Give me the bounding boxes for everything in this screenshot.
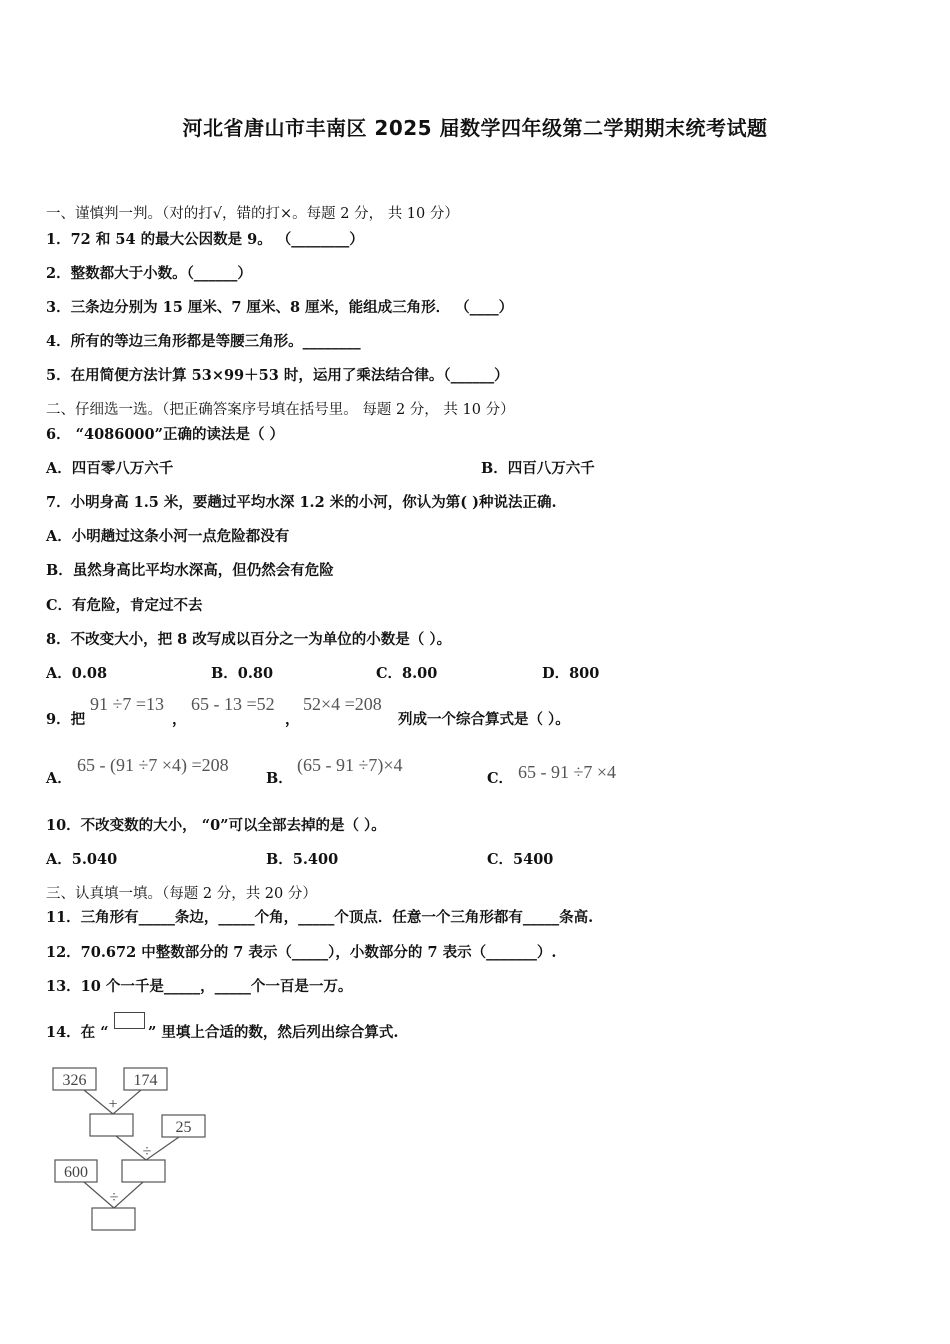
question-14-suffix: ” 里填上合适的数，然后列出综合算式. [148, 1024, 399, 1041]
question-6-option-a: A．四百零八万六千 [46, 460, 174, 477]
question-9-option-a-expression: 65 - (91 ÷7 ×4) =208 [77, 755, 229, 775]
question-8-option-d: D．800 [542, 665, 600, 682]
question-8-option-c: C．8.00 [376, 665, 438, 682]
question-9-suffix: 列成一个综合算式是（ ）。 [398, 711, 570, 728]
question-7-option-b: B．虽然身高比平均水深高，但仍然会有危险 [46, 562, 334, 579]
question-9-option-b-label: B． [266, 770, 293, 787]
section1-heading: 一、谨慎判一判。（对的打√，错的打×。每题 2 分， 共 10 分） [46, 206, 459, 222]
question-9-expression-1: 91 ÷7 =13 [90, 694, 165, 714]
question-11: 11．三角形有_____条边，_____个角，_____个顶点．任意一个三角形都有_____条高. [46, 909, 594, 926]
question-2: 2．整数都大于小数。（______） [46, 265, 252, 282]
question-8-option-b: B．0.80 [211, 665, 274, 682]
question-1: 1．72 和 54 的最大公因数是 9。 （________） [46, 231, 364, 248]
question-10: 10．不改变数的大小， “0”可以全部去掉的是（ ）。 [46, 817, 386, 834]
question-5: 5．在用简便方法计算 53×99＋53 时，运用了乘法结合律。（______） [46, 367, 509, 384]
question-9-option-c-expression: 65 - 91 ÷7 ×4 [518, 762, 617, 782]
number-label-600: 600 [64, 1164, 88, 1181]
question-9-separator-2: ， [285, 711, 300, 728]
question-10-option-b: B．5.400 [266, 851, 339, 868]
question-10-option-c: C．5400 [487, 851, 554, 868]
question-9-option-c-label: C． [487, 770, 514, 787]
page-title: 河北省唐山市丰南区 2025 届数学四年级第二学期期末统考试题 [182, 116, 768, 140]
question-6-option-b: B．四百八万六千 [481, 460, 595, 477]
question-8: 8．不改变大小，把 8 改写成以百分之一为单位的小数是（ ）。 [46, 631, 452, 648]
plus-operator: + [108, 1096, 118, 1113]
connector-line [116, 1136, 146, 1160]
question-13: 13．10 个一千是_____，_____个一百是一万。 [46, 978, 353, 995]
question-7-option-c: C．有危险，肯定过不去 [46, 597, 203, 614]
question-4: 4．所有的等边三角形都是等腰三角形。________ [46, 333, 361, 350]
section3-heading: 三、认真填一填。（每题 2 分，共 20 分） [46, 886, 317, 902]
question-3: 3．三条边分别为 15 厘米、7 厘米、8 厘米，能组成三角形． （____） [46, 299, 514, 316]
question-9-expression-3: 52×4 =208 [303, 694, 382, 714]
question-8-option-a: A．0.08 [46, 665, 108, 682]
question-9-prefix: 9．把 [46, 711, 86, 728]
section2-heading: 二、仔细选一选。（把正确答案序号填在括号里。 每题 2 分， 共 10 分） [46, 402, 515, 418]
question-9-separator-1: ， [172, 711, 187, 728]
answer-box-1 [90, 1114, 133, 1136]
question-10-option-a: A．5.040 [46, 851, 118, 868]
question-6: 6． “4086000”正确的读法是（ ） [46, 426, 284, 443]
question-9-expression-2: 65 - 13 =52 [191, 694, 275, 714]
number-label-326: 326 [62, 1072, 87, 1089]
question-9-option-a-label: A． [46, 770, 72, 787]
calculation-tree-diagram [46, 1062, 226, 1242]
question-14-prefix: 14．在 “ [46, 1024, 109, 1041]
question-12: 12．70.672 中整数部分的 7 表示（_____），小数部分的 7 表示（_______）. [46, 944, 557, 961]
question-7-option-a: A．小明趟过这条小河一点危险都没有 [46, 528, 290, 545]
divide-operator: ÷ [109, 1189, 119, 1206]
question-9-option-b-expression: (65 - 91 ÷7)×4 [297, 755, 403, 775]
number-label-25: 25 [175, 1119, 192, 1136]
blank-box-icon [114, 1012, 145, 1029]
answer-box-2 [122, 1160, 165, 1182]
number-label-174: 174 [133, 1072, 158, 1089]
question-7: 7．小明身高 1.5 米，要趟过平均水深 1.2 米的小河，你认为第( )种说法正确. [46, 494, 557, 511]
divide-operator: ÷ [142, 1143, 152, 1160]
answer-box-3 [92, 1208, 135, 1230]
